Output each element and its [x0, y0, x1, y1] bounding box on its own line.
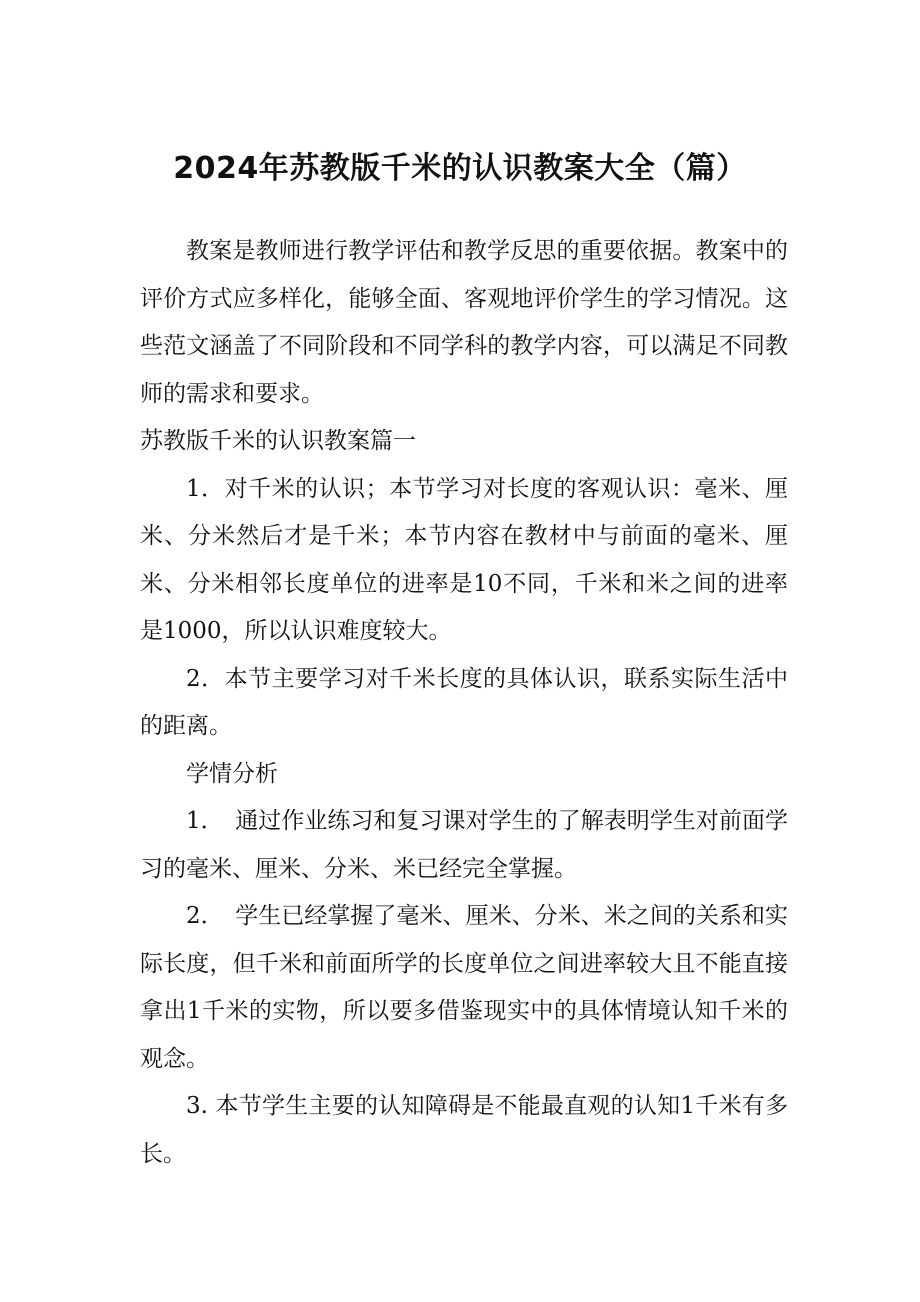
intro-paragraph: 教案是教师进行教学评估和教学反思的重要依据。教案中的评价方式应多样化，能够全面、客观地评价学生的学习情况。这些范文涵盖了不同阶段和不同学科的教学内容，可以满足不同教师的需求和要求。 [140, 238, 788, 407]
document-title: 2024年苏教版千米的认识教案大全（篇） [173, 151, 747, 186]
analysis-3-paragraph: 3. 本节学生主要的认知障碍是不能最直观的认知1千米有多长。 [140, 1093, 788, 1167]
analysis-1-paragraph: 1． 通过作业练习和复习课对学生的了解表明学生对前面学习的毫米、厘米、分米、米已经完全掌握。 [140, 808, 788, 882]
analysis-2-paragraph: 2． 学生已经掌握了毫米、厘米、分米、米之间的关系和实际长度，但千米和前面所学的长度单位之间进率较大且不能直接拿出1千米的实物，所以要多借鉴现实中的具体情境认知千米的观念。 [140, 903, 788, 1072]
section-heading-learning-analysis: 学情分析 [186, 760, 278, 787]
point-2-paragraph: 2．本节主要学习对千米长度的具体认识，联系实际生活中的距离。 [140, 665, 788, 739]
document-body [140, 228, 788, 1178]
section-heading-part-one: 苏教版千米的认识教案篇一 [140, 428, 416, 454]
point-1-paragraph: 1．对千米的认识；本节学习对长度的客观认识：毫米、厘米、分米然后才是千米；本节内容在教材中与前面的毫米、厘米、分米相邻长度单位的进率是10不同，千米和米之间的进率是1000，所以认识难度较大。 [140, 475, 788, 644]
